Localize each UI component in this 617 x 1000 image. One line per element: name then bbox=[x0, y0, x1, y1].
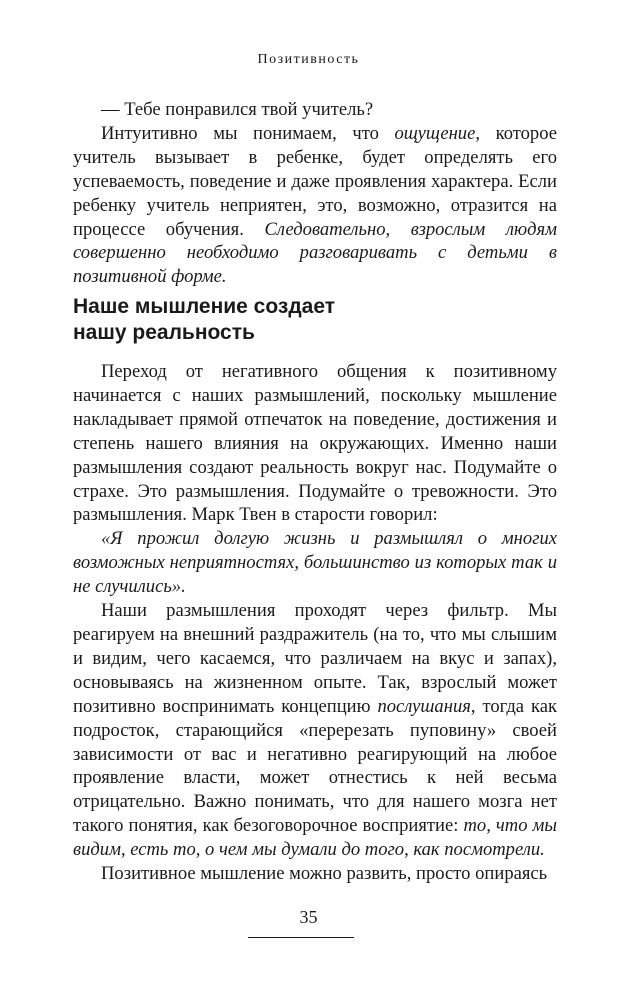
intro-paragraph-rest: , которое учитель вызывает в ребенке, будет определять его успеваемость, поведение и даже проявления характера. Если ребенку учитель неприятен, это, возможно, отразится на процессе обучения. bbox=[73, 122, 557, 240]
body-paragraph-2 bbox=[73, 599, 557, 862]
intro-text-block bbox=[73, 98, 557, 289]
main-text-block bbox=[73, 360, 557, 886]
body-paragraph-2-mid: , тогда как подросток, старающийся «перерезать пуповину» своей зависимости от вас и негативно реагирующий на любое проявление власти, может отнестись к ней весьма отрицательно. Важно понимать, что для нашего мозга нет такого понятия, как безоговорочное восприятие: bbox=[73, 695, 557, 837]
body-paragraph-3: Позитивное мышление можно развить, просто опираясь bbox=[101, 863, 548, 885]
section-heading-line2: нашу реальность bbox=[73, 321, 255, 344]
emphasis-obedience: послушания bbox=[377, 695, 471, 717]
body-paragraph-2-start: Наши размышления проходят через фильтр. Мы реагируем на внешний раздражитель (на то, что мы слышим и видим, чего касаемся, что различаем на вкус и запах), основываясь на жизненном опыте. Так, взрослый может позитивно воспринимать концепцию bbox=[73, 600, 557, 717]
intro-paragraph bbox=[73, 122, 557, 289]
emphasis-sensation: ощущение bbox=[394, 122, 476, 144]
section-heading-line1: Наше мышление создает bbox=[73, 295, 336, 318]
running-head: Позитивность bbox=[257, 52, 360, 67]
footer-rule bbox=[248, 937, 354, 938]
page-number: 35 bbox=[299, 907, 318, 927]
body-paragraph-1: Переход от негативного общения к позитивному начинается с наших размышлений, поскольку мышление накладывает прямой отпечаток на поведение, достижения и степень нашего влияния на окружающих. Именно наши размышления создают реальность вокруг нас. Подумайте о страхе. Это размышления. Подумайте о тревожности. Это размышления. Марк Твен в старости говорил: bbox=[73, 361, 557, 526]
intro-paragraph-start: Интуитивно мы понимаем, что bbox=[101, 122, 395, 144]
emphasis-conclusion: Следовательно, взрослым людям совершенно необходимо разговаривать с детьми в позитивной форме. bbox=[73, 218, 557, 288]
twain-quote: «Я прожил долгую жизнь и размышлял о многих возможных неприятностях, большинство из которых так и не случились». bbox=[73, 528, 557, 598]
dialogue-line: — Тебе понравился твой учитель? bbox=[101, 99, 374, 120]
section-heading bbox=[73, 294, 557, 346]
emphasis-perception: то, что мы видим, есть то, о чем мы думали до того, как посмотрели. bbox=[73, 815, 557, 861]
